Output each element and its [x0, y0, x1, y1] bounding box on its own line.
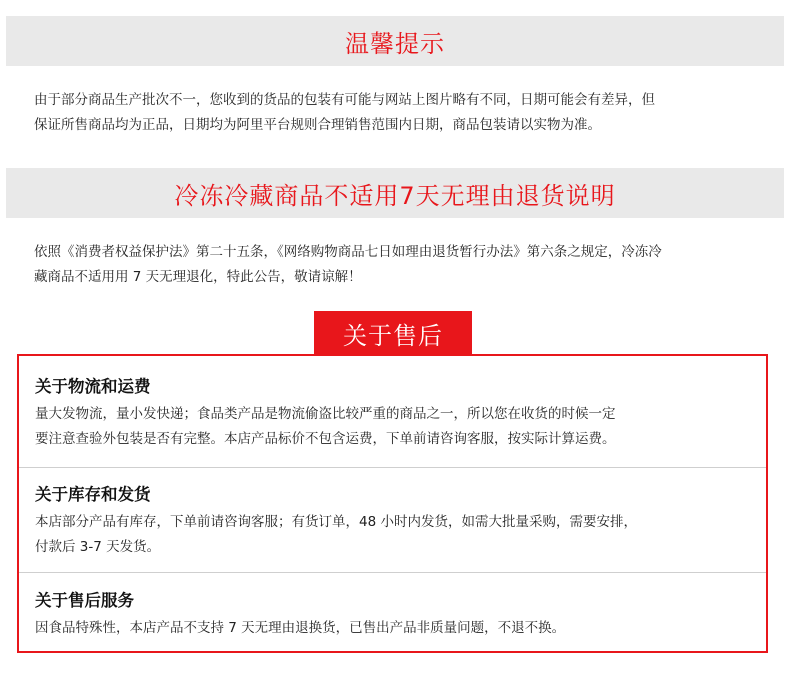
- logistics-section: [19, 372, 766, 452]
- inventory-title: 关于库存和发货: [35, 485, 151, 504]
- refund-policy-text: [34, 240, 764, 290]
- service-section: [19, 586, 766, 641]
- inventory-line: 本店部分产品有库存，下单前请咨询客服；有货订单，48 小时内发货，如需大批量采购，需要安排，: [35, 514, 637, 530]
- inventory-section: [19, 480, 766, 560]
- section-divider: [19, 572, 766, 573]
- warm-tips-line: 保证所售商品均为正品，日期均为阿里平台规则合理销售范围内日期，商品包装请以实物为准。: [34, 117, 601, 133]
- logistics-title: 关于物流和运费: [35, 377, 151, 396]
- refund-policy-title: 冷冻冷藏商品不适用7天无理由退货说明: [174, 181, 616, 210]
- warm-tips-banner: [6, 16, 784, 66]
- refund-policy-line: 依照《消费者权益保护法》第二十五条，《网络购物商品七日如理由退货暂行办法》第六条之规定，冷冻冷: [34, 244, 662, 260]
- warm-tips-title: 温馨提示: [345, 29, 445, 58]
- inventory-line: 付款后 3-7 天发货。: [35, 539, 161, 555]
- logistics-text: [35, 402, 766, 452]
- after-sales-heading: 关于售后: [314, 311, 472, 356]
- refund-policy-banner: [6, 168, 784, 218]
- service-text: [35, 616, 766, 641]
- warm-tips-text: [34, 88, 764, 138]
- logistics-line: 要注意查验外包装是否有完整。本店产品标价不包含运费，下单前请咨询客服，按实际计算运费。: [35, 431, 616, 447]
- refund-policy-line: 藏商品不适用用 7 天无理退化，特此公告，敬请谅解！: [34, 269, 362, 285]
- after-sales-box: [17, 354, 768, 653]
- service-line: 因食品特殊性，本店产品不支持 7 天无理由退换货，已售出产品非质量问题，不退不换。: [35, 620, 566, 636]
- inventory-text: [35, 510, 766, 560]
- section-divider: [19, 467, 766, 468]
- logistics-line: 量大发物流，量小发快递；食品类产品是物流偷盗比较严重的商品之一，所以您在收货的时候一定: [35, 406, 616, 422]
- service-title: 关于售后服务: [35, 591, 134, 610]
- warm-tips-line: 由于部分商品生产批次不一，您收到的货品的包装有可能与网站上图片略有不同，日期可能会有差异，但: [34, 92, 655, 108]
